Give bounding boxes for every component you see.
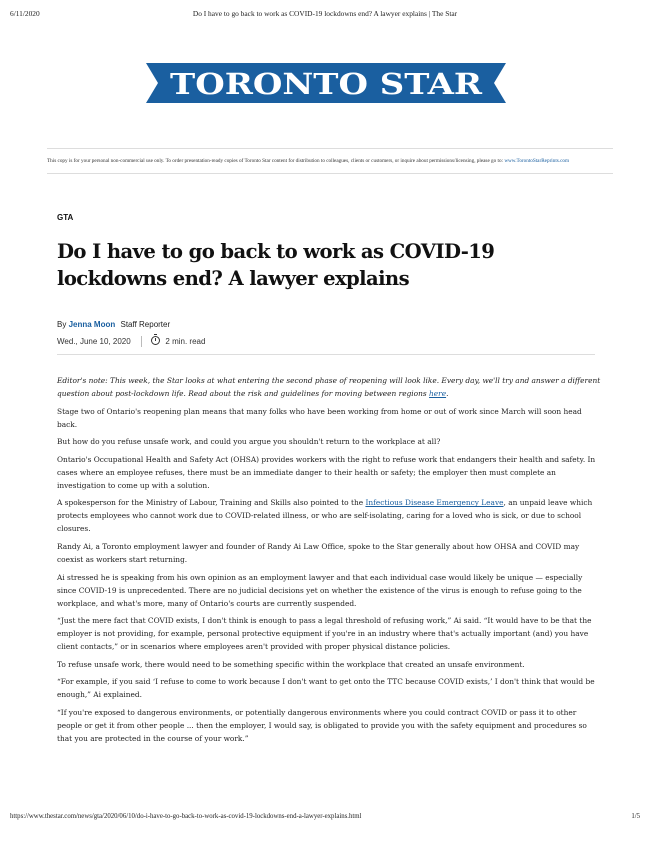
paragraph: Ai stressed he is speaking from his own opinion as an employment lawyer and that each individual case would likely be unique — especially since COVID-19 is unprecedented. There are no judicial decisions yet on whether the existence of the virus is enough to refuse going to the workplace, and what's more, many of Ontario's courts are currently suspended. — [57, 572, 583, 608]
reprints-link[interactable]: www.TorontoStarReprints.com — [504, 158, 570, 164]
paragraph: But how do you refuse unsafe work, and could you argue you shouldn't return to the workplace at all? — [57, 437, 441, 447]
section-label[interactable]: GTA — [57, 213, 74, 222]
paragraph: “If you're exposed to dangerous environments, or potentially dangerous environments where you could contract COVID or pass it to other people or get it from other people ... then the employer, I would say, is obligated to provide you with the safety equipment and procedures so that you are protected in the course of your work.” — [57, 707, 587, 743]
copyright-notice — [47, 148, 613, 174]
print-title: Do I have to go back to work as COVID-19 lockdowns end? A lawyer explains | The Star — [192, 9, 458, 18]
editors-note-link[interactable]: here — [429, 389, 447, 398]
paragraph: Randy Ai, a Toronto employment lawyer and founder of Randy Ai Law Office, spoke to the Star generally about how OHSA and COVID may coexist as workers start returning. — [57, 541, 580, 564]
print-url: https://www.thestar.com/news/gta/2020/06/10/do-i-have-to-go-back-to-work-as-covid-19-lockdowns-end-a-lawyer-explains.html — [10, 813, 362, 820]
publish-date: Wed., June 10, 2020 — [57, 337, 131, 346]
paragraph — [57, 496, 602, 535]
stopwatch-icon — [151, 336, 160, 345]
byline — [57, 320, 170, 329]
paragraph: To refuse unsafe work, there would need to be something specific within the workplace that created an unsafe environment. — [57, 659, 525, 669]
logo-text: TORONTO STAR — [170, 67, 484, 101]
print-date: 6/11/2020 — [10, 9, 40, 18]
infectious-disease-leave-link[interactable]: Infectious Disease Emergency Leave — [365, 498, 504, 508]
editors-note-text: Editor's note: This week, the Star looks at what entering the second phase of reopening will look like. Every day, we'll try and answer a different question about post-lockdown life. Read about the risk and guidelines for moving between regions — [57, 376, 601, 398]
read-time: 2 min. read — [165, 337, 206, 346]
paragraph: Ontario's Occupational Health and Safety Act (OHSA) provides workers with the right to refuse work that endangers their health and safety. In cases where an employee refuses, there must be an immediate danger to their health or safety; the employer then must complete an investigation to come up with a solution. — [57, 454, 596, 490]
author-link[interactable]: Jenna Moon — [68, 320, 116, 329]
copyright-text: This copy is for your personal non-commercial use only. To order presentation-ready copies of Toronto Star content for distribution to colleagues, clients or customers, or inquire about permissions/licensing, please go to: — [47, 158, 504, 164]
paragraph: “Just the mere fact that COVID exists, I don't think is enough to pass a legal threshold of refusing work,” Ai said. “It would have to be that the employer is not providing, for example, personal protective equipment if you're in an industry where that's actually important (and) you have client contacts,” or in scenarios where employees aren't provided with proper physical distance policies. — [57, 616, 592, 652]
editors-note-end: . — [446, 389, 449, 398]
paragraph-text: , an unpaid leave which protects employees who cannot work due to COVID-related illness, or who are self-isolating, caring for a loved who is sick, or due to school closures. — [57, 498, 593, 534]
article-headline: Do I have to go back to work as COVID-19 lockdowns end? A lawyer explains — [57, 240, 495, 290]
dateline — [57, 336, 595, 355]
paragraph: “For example, if you said ‘I refuse to come to work because I don't want to get onto the TTC because COVID exists,’ I don't think that would be enough,” Ai explained. — [57, 677, 595, 700]
editors-note — [57, 374, 602, 400]
byline-prefix: By — [57, 320, 67, 329]
paragraph: Stage two of Ontario's reopening plan means that many folks who have been working from home or out of work since March will soon head back. — [57, 406, 582, 429]
page-number: 1/5 — [631, 813, 640, 820]
toronto-star-logo[interactable] — [146, 63, 506, 103]
paragraph-text: A spokesperson for the Ministry of Labour, Training and Skills also pointed to the — [57, 498, 366, 508]
author-role: Staff Reporter — [120, 320, 171, 329]
dateline-divider — [141, 336, 142, 347]
article-body — [57, 374, 602, 750]
